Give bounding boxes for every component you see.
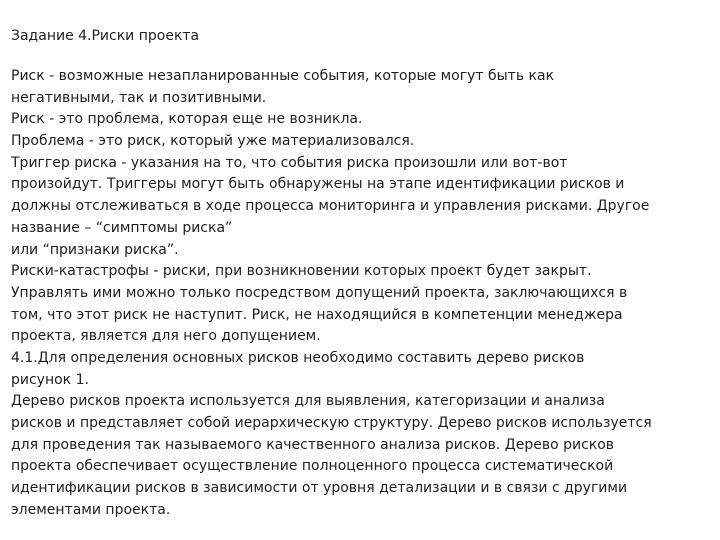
text-line: элементами проекта. [11,501,171,518]
document-body [11,66,716,521]
text-line: или “признаки риска”. [11,241,179,258]
text-line: произойдут. Триггеры могут быть обнаружены на этапе идентификации рисков и [11,176,625,193]
text-line: том, что этот риск не наступит. Риск, не находящийся в компетенции менеджера [11,306,623,323]
text-line: негативными, так и позитивными. [11,89,267,106]
text-line: рисков и представляет собой иерархическую структуру. Дерево рисков используется [11,415,652,431]
text-line: проекта обеспечивает осуществление полноценного процесса систематической [11,458,614,475]
text-line: должны отслеживаться в ходе процесса мониторинга и управления рисками. Другое [11,198,650,215]
text-line: Дерево рисков проекта используется для выявления, категоризации и анализа [11,393,605,410]
text-line: проекта, является для него допущением. [11,328,321,345]
text-line: Управлять ими можно только посредством допущений проекта, заключающихся в [11,284,628,301]
text-line: название – “симптомы риска” [11,219,233,236]
text-line: идентификации рисков в зависимости от уровня детализации и в связи с другими [11,480,628,497]
text-line: для проведения так называемого качественного анализа рисков. Дерево рисков [11,436,615,453]
text-line: Проблема - это риск, который уже материализовался. [11,133,415,150]
text-line: Риски-катастрофы - риски, при возникновении которых проект будет закрыт. [11,263,592,280]
text-line: рисунок 1. [11,371,89,388]
text-line: Риск - это проблема, которая еще не возникла. [11,111,363,128]
text-line: Триггер риска - указания на то, что события риска произошли или вот-вот [11,154,568,171]
text-line: Риск - возможные незапланированные события, которые могут быть как [11,68,555,84]
page-title: Задание 4.Риски проекта [11,28,200,44]
text-line: 4.1.Для определения основных рисков необходимо составить дерево рисков [11,349,585,366]
